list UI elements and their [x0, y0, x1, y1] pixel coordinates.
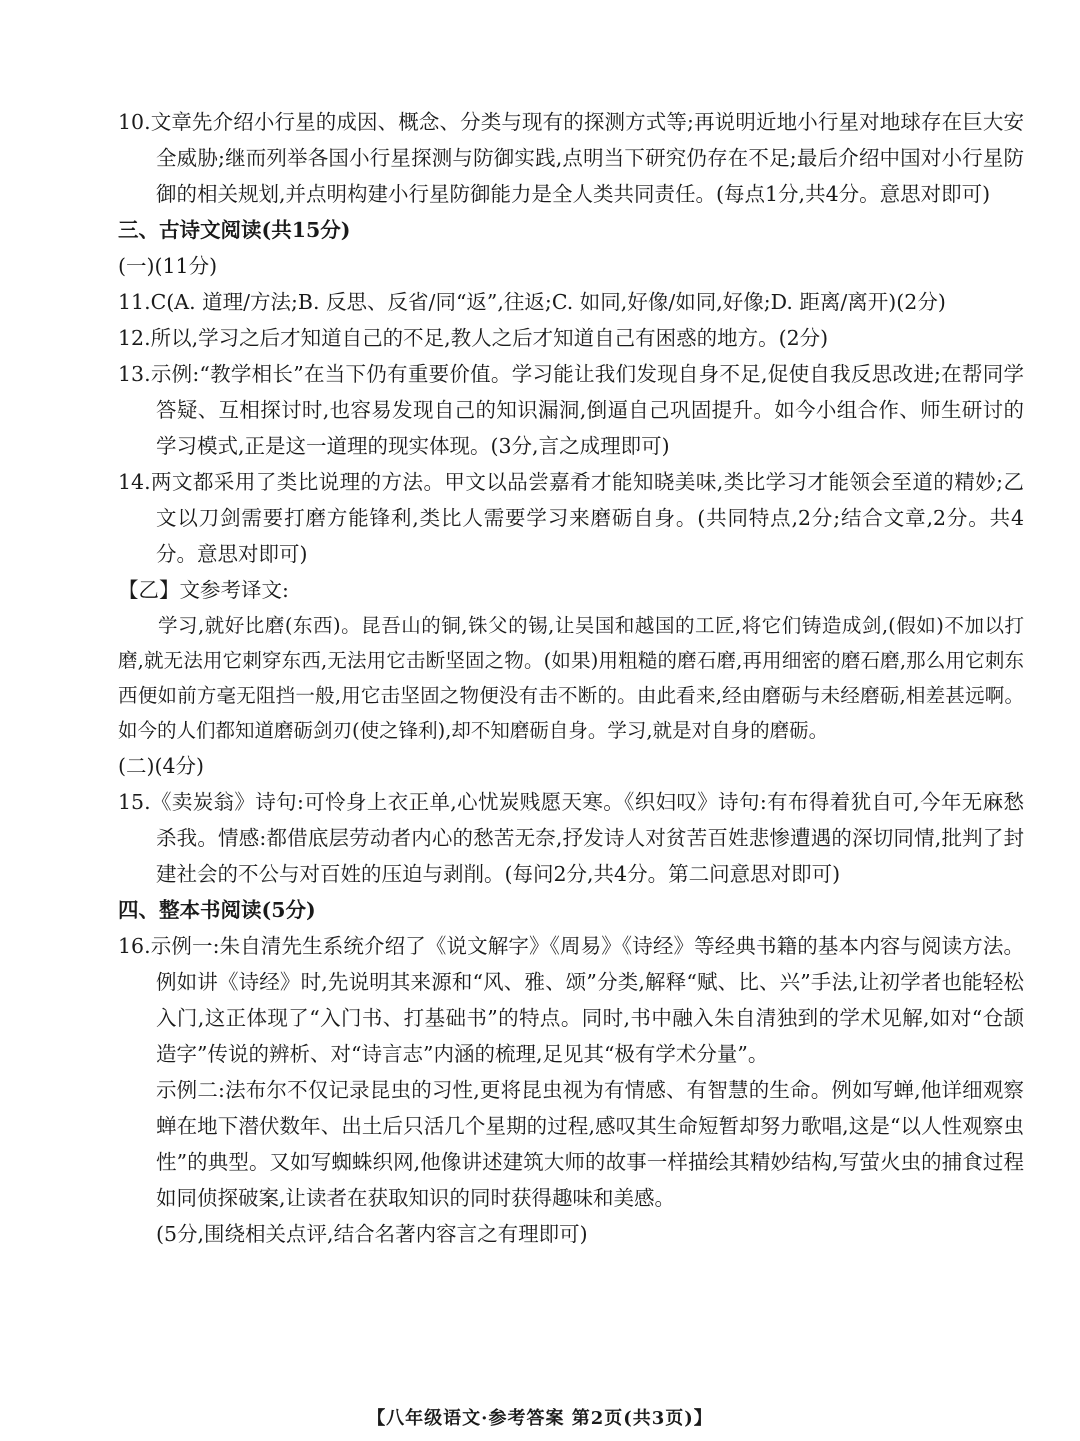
section-3-heading: 三、古诗文阅读(共15分): [118, 218, 351, 242]
part-2-heading: (二)(4分): [118, 754, 205, 778]
section-4-heading: 四、整本书阅读(5分): [118, 898, 316, 922]
translation-heading: 【乙】文参考译文:: [118, 578, 289, 602]
answer-15: 15.《卖炭翁》诗句:可怜身上衣正单,心忧炭贱愿天寒。《织妇叹》诗句:有布得着犹自可,今年无麻愁杀我。情感:都借底层劳动者内心的愁苦无奈,抒发诗人对贫苦百姓悲惨遭遇的深切同情,批判了封建社会的不公与对百姓的压迫与剥削。(每问2分,共4分。第二问意思对即可): [118, 790, 1024, 886]
answer-16-score: (5分,围绕相关点评,结合名著内容言之有理即可): [156, 1222, 588, 1246]
answer-10: 10.文章先介绍小行星的成因、概念、分类与现有的探测方式等;再说明近地小行星对地球存在巨大安全威胁;继而列举各国小行星探测与防御实践,点明当下研究仍存在不足;最后介绍中国对小行星防御的相关规划,并点明构建小行星防御能力是全人类共同责任。(每点1分,共4分。意思对即可): [118, 110, 1024, 206]
answer-16-example-2: 示例二:法布尔不仅记录昆虫的习性,更将昆虫视为有情感、有智慧的生命。例如写蝉,他详细观察蝉在地下潜伏数年、出土后只活几个星期的过程,感叹其生命短暂却努力歌唱,这是“以人性观察虫性”的典型。又如写蜘蛛织网,他像讲述建筑大师的故事一样描绘其精妙结构,写萤火虫的捕食过程如同侦探破案,让读者在获取知识的同时获得趣味和美感。: [156, 1078, 1024, 1210]
answer-16-example-1: 16.示例一:朱自清先生系统介绍了《说文解字》《周易》《诗经》等经典书籍的基本内容与阅读方法。例如讲《诗经》时,先说明其来源和“风、雅、颂”分类,解释“赋、比、兴”手法,让初学者也能轻松入门,这正体现了“入门书、打基础书”的特点。同时,书中融入朱自清独到的学术见解,如对“仓颉造字”传说的辨析、对“诗言志”内涵的梳理,足见其“极有学术分量”。: [118, 934, 1024, 1066]
part-1-heading: (一)(11分): [118, 254, 218, 278]
translation-text: 学习,就好比磨(东西)。昆吾山的铜,铢父的锡,让吴国和越国的工匠,将它们铸造成剑,(假如)不加以打磨,就无法用它刺穿东西,无法用它击断坚固之物。(如果)用粗糙的磨石磨,再用细密的磨石磨,那么用它刺东西便如前方毫无阻挡一般,用它击坚固之物便没有击不断的。由此看来,经由磨砺与未经磨砺,相差甚远啊。如今的人们都知道磨砺剑刃(使之锋利),却不知磨砺自身。学习,就是对自身的磨砺。: [118, 614, 1024, 742]
answer-14: 14.两文都采用了类比说理的方法。甲文以品尝嘉肴才能知晓美味,类比学习才能领会至道的精妙;乙文以刀剑需要打磨方能锋利,类比人需要学习来磨砺自身。(共同特点,2分;结合文章,2分。共4分。意思对即可): [118, 470, 1024, 566]
answer-12: 12.所以,学习之后才知道自己的不足,教人之后才知道自己有困惑的地方。(2分): [118, 326, 829, 350]
answer-11: 11.C(A. 道理/方法;B. 反思、反省/同“返”,往返;C. 如同,好像/如同,好像;D. 距离/离开)(2分): [118, 290, 946, 314]
page-footer: 【八年级语文·参考答案 第2页(共3页)】: [367, 1408, 713, 1429]
answer-13: 13.示例:“教学相长”在当下仍有重要价值。学习能让我们发现自身不足,促使自我反思改进;在帮同学答疑、互相探讨时,也容易发现自己的知识漏洞,倒逼自己巩固提升。如今小组合作、师生研讨的学习模式,正是这一道理的现实体现。(3分,言之成理即可): [118, 362, 1024, 458]
